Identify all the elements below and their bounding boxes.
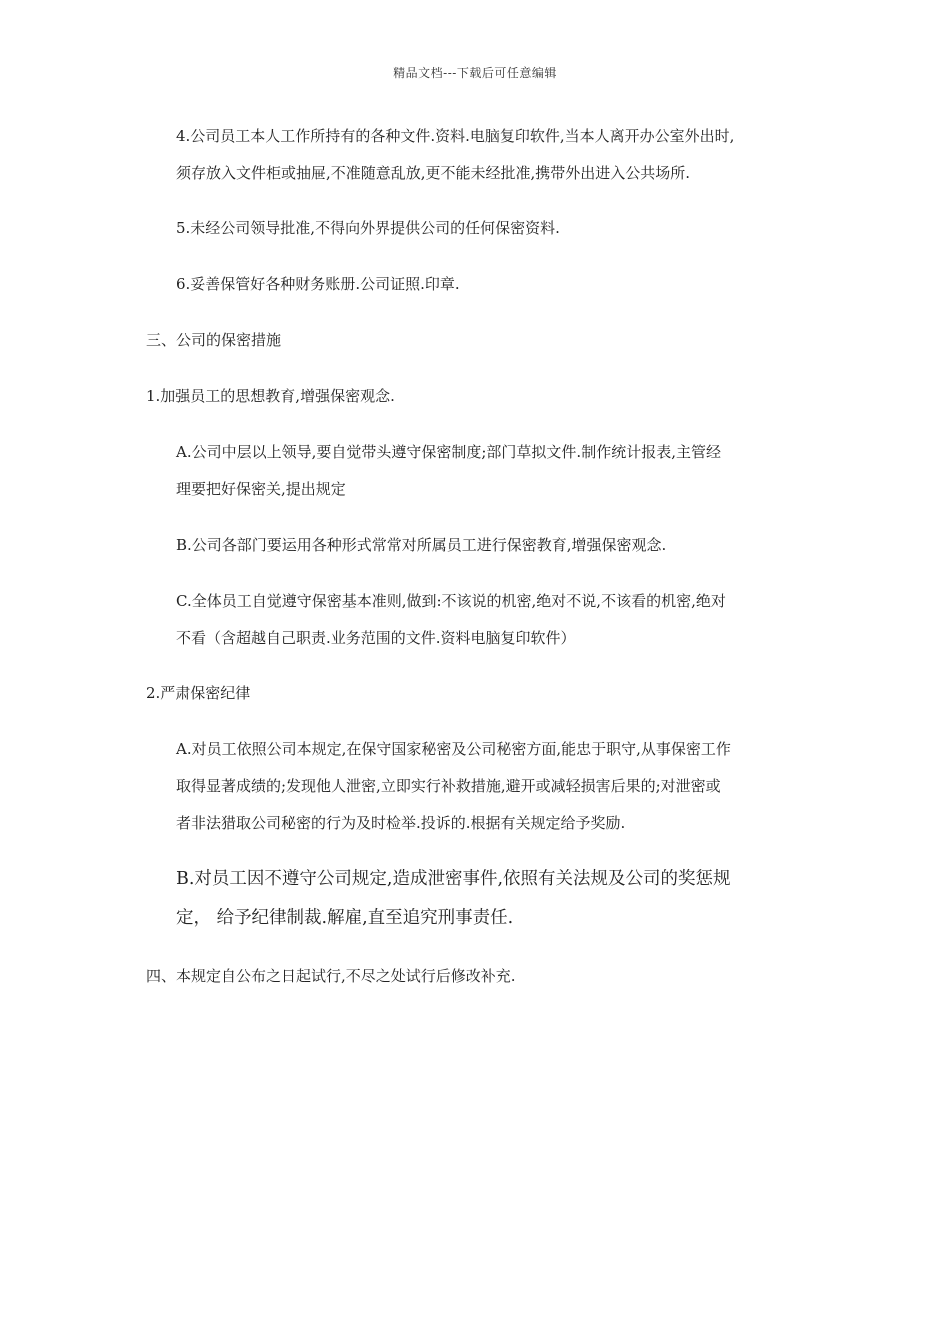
section-4-line-1: 四、本规定自公布之日起试行,不尽之处试行后修改补充. <box>146 967 516 985</box>
measure-1a-line-2: 理要把好保密关,提出规定 <box>176 480 346 498</box>
measure-1b-line-1: B.公司各部门要运用各种形式常常对所属员工进行保密教育,增强保密观念. <box>176 536 667 554</box>
item-4-line-1: 4.公司员工本人工作所持有的各种文件.资料.电脑复印软件,当本人离开办公室外出时, <box>176 127 735 145</box>
measure-1-heading <box>146 378 836 415</box>
measure-1c-paragraph <box>176 583 836 657</box>
measure-1c-line-1: C.全体员工自觉遵守保密基本准则,做到:不该说的机密,绝对不说,不该看的机密,绝对 <box>176 592 726 610</box>
measure-2a-paragraph <box>176 731 836 842</box>
measure-2-line-1: 2.严肃保密纪律 <box>146 684 251 702</box>
section-4-paragraph <box>146 958 836 995</box>
measure-2b-line-2: 定， 给予纪律制裁.解雇,直至追究刑事责任. <box>176 908 514 928</box>
measure-1c-line-2: 不看（含超越自己职责.业务范围的文件.资料电脑复印软件） <box>176 629 576 647</box>
measure-2b-line-1: B.对员工因不遵守公司规定,造成泄密事件,依照有关法规及公司的奖惩规 <box>176 869 731 889</box>
measure-2b-paragraph <box>176 860 836 938</box>
item-6-line-1: 6.妥善保管好各种财务账册.公司证照.印章. <box>176 275 460 293</box>
measure-2a-line-3: 者非法猎取公司秘密的行为及时检举.投诉的.根据有关规定给予奖励. <box>176 814 626 832</box>
measure-2-heading <box>146 675 836 712</box>
section-3-heading <box>146 322 836 359</box>
item-6-paragraph <box>176 266 836 303</box>
measure-1b-paragraph <box>176 527 836 564</box>
section-3-line-1: 三、公司的保密措施 <box>146 331 282 349</box>
measure-1-line-1: 1.加强员工的思想教育,增强保密观念. <box>146 387 395 405</box>
item-4-paragraph <box>176 118 836 192</box>
measure-2a-line-2: 取得显著成绩的;发现他人泄密,立即实行补救措施,避开或减轻损害后果的;对泄密或 <box>176 777 721 795</box>
page-header: 精品文档---下载后可任意编辑 <box>393 66 557 80</box>
measure-1a-paragraph <box>176 434 836 508</box>
item-5-line-1: 5.未经公司领导批准,不得向外界提供公司的任何保密资料. <box>176 219 560 237</box>
measure-2a-line-1: A.对员工依照公司本规定,在保守国家秘密及公司秘密方面,能忠于职守,从事保密工作 <box>176 740 731 758</box>
item-4-line-2: 须存放入文件柜或抽屉,不准随意乱放,更不能未经批准,携带外出进入公共场所. <box>176 164 691 182</box>
measure-1a-line-1: A.公司中层以上领导,要自觉带头遵守保密制度;部门草拟文件.制作统计报表,主管经 <box>176 443 721 461</box>
item-5-paragraph <box>176 210 836 247</box>
